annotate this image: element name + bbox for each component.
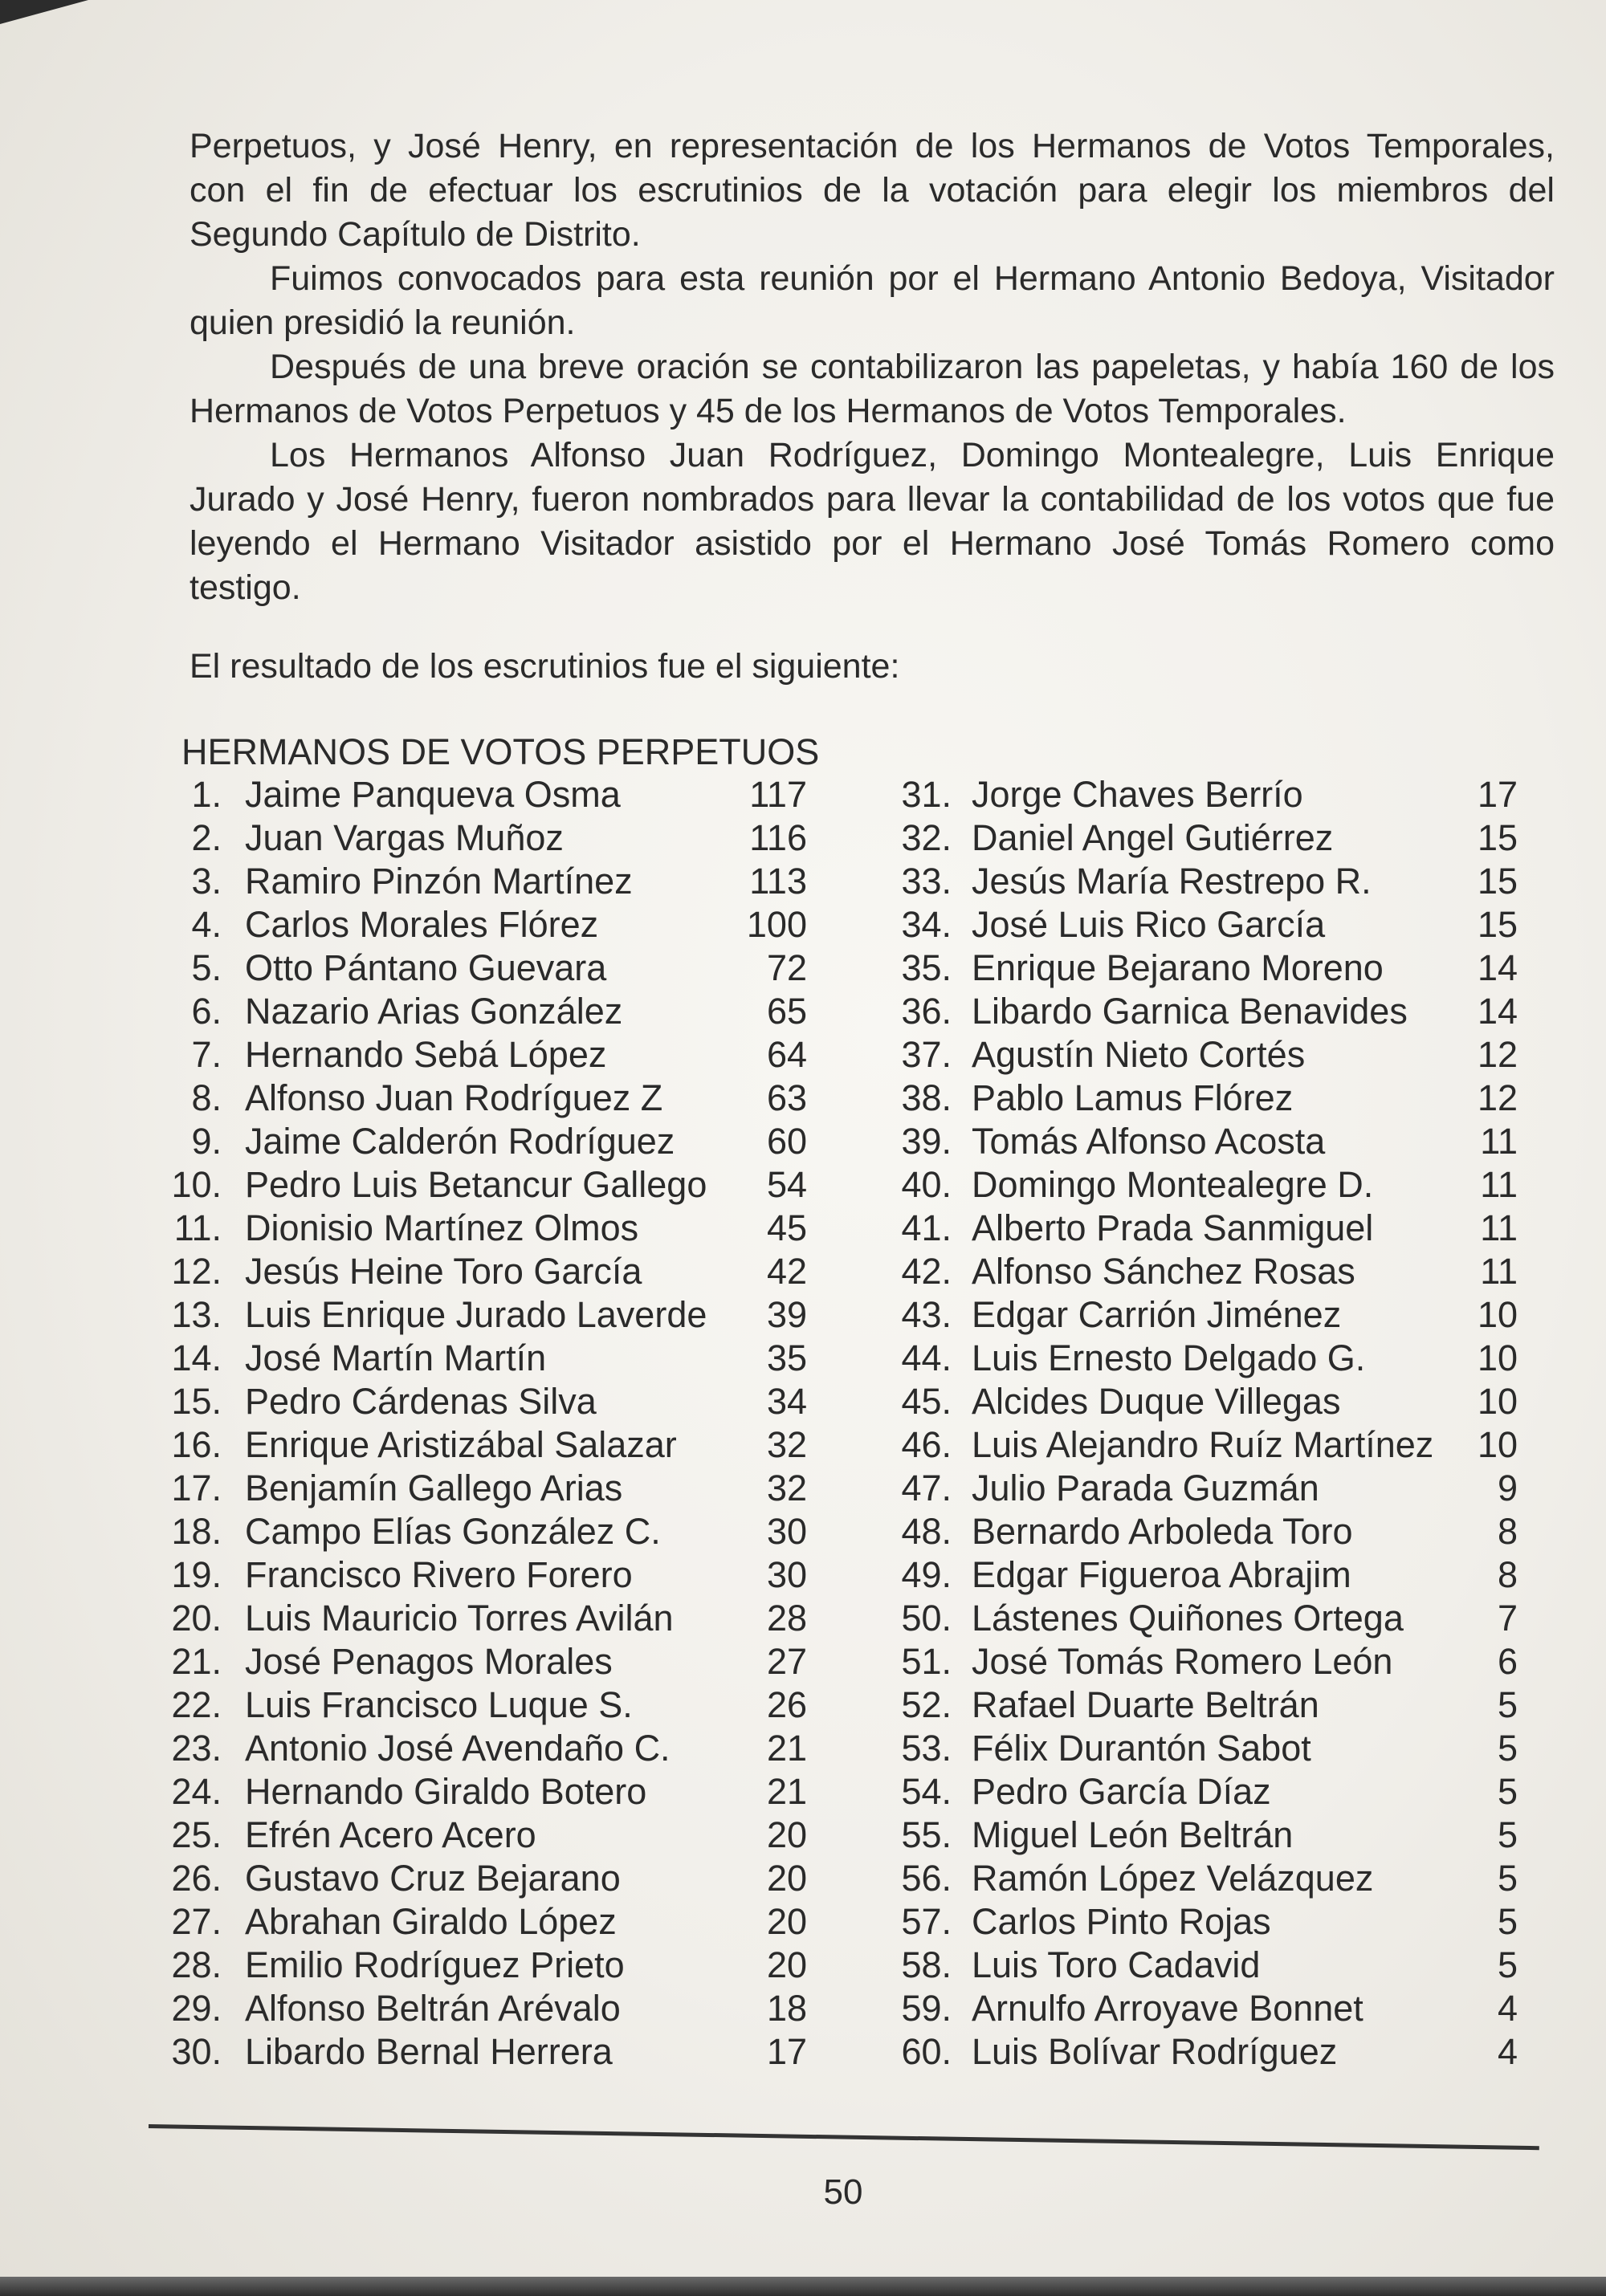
paragraph xyxy=(190,124,1555,257)
brother-name: Enrique Bejarano Moreno xyxy=(972,947,1384,988)
result-row xyxy=(879,1727,1546,1770)
rank-number: 22. xyxy=(171,1684,222,1725)
vote-count: 72 xyxy=(766,947,807,988)
brother-name: Carlos Pinto Rojas xyxy=(972,1901,1271,1942)
brother-name: Juan Vargas Muñoz xyxy=(245,817,564,858)
result-row xyxy=(149,1857,816,1900)
vote-count: 11 xyxy=(1480,1121,1518,1162)
brother-name: Luis Bolívar Rodríguez xyxy=(972,2031,1338,2072)
brother-name: Ramiro Pinzón Martínez xyxy=(245,861,633,902)
rank-number: 51. xyxy=(901,1641,952,1682)
brother-name: Luis Enrique Jurado Laverde xyxy=(245,1294,707,1335)
result-row xyxy=(149,1163,816,1207)
brother-name: Pedro Cárdenas Silva xyxy=(245,1381,597,1422)
paragraph-line: Segundo Capítulo de Distrito. xyxy=(190,215,641,254)
result-row xyxy=(149,1077,816,1120)
vote-count: 8 xyxy=(1497,1511,1518,1552)
brother-name: José Penagos Morales xyxy=(245,1641,613,1682)
vote-count: 42 xyxy=(766,1251,807,1292)
rank-number: 35. xyxy=(901,947,952,988)
vote-count: 63 xyxy=(766,1077,807,1118)
rank-number: 44. xyxy=(901,1337,952,1378)
brother-name: Jaime Calderón Rodríguez xyxy=(245,1121,675,1162)
result-row xyxy=(149,1987,816,2030)
vote-count: 5 xyxy=(1497,1901,1518,1942)
paragraph-line: con el fin de efectuar los escrutinios de la votación para elegir los miembros del xyxy=(190,171,1555,210)
rank-number: 18. xyxy=(171,1511,222,1552)
paragraph-line: leyendo el Hermano Visitador asistido por el Hermano José Tomás Romero como xyxy=(190,524,1555,563)
result-row xyxy=(879,2030,1546,2074)
result-row xyxy=(879,1510,1546,1553)
vote-count: 6 xyxy=(1497,1641,1518,1682)
vote-count: 4 xyxy=(1497,2031,1518,2072)
result-row xyxy=(879,1337,1546,1380)
rank-number: 28. xyxy=(171,1944,222,1985)
vote-count: 64 xyxy=(766,1034,807,1075)
vote-count: 12 xyxy=(1477,1077,1518,1118)
vote-count: 28 xyxy=(766,1598,807,1639)
vote-count: 20 xyxy=(766,1814,807,1855)
result-row xyxy=(879,1033,1546,1077)
rank-number: 41. xyxy=(901,1207,952,1248)
brother-name: Rafael Duarte Beltrán xyxy=(972,1684,1319,1725)
result-row xyxy=(149,946,816,990)
rank-number: 13. xyxy=(171,1294,222,1335)
brother-name: Hernando Giraldo Botero xyxy=(245,1771,647,1812)
vote-count: 5 xyxy=(1497,1684,1518,1725)
rank-number: 39. xyxy=(901,1121,952,1162)
result-row xyxy=(879,816,1546,860)
brother-name: Luis Alejandro Ruíz Martínez xyxy=(972,1424,1434,1465)
result-row xyxy=(879,1250,1546,1293)
vote-count: 20 xyxy=(766,1944,807,1985)
paragraph-line: Perpetuos, y José Henry, en representación de los Hermanos de Votos Temporales, xyxy=(190,127,1555,165)
rank-number: 11. xyxy=(173,1207,222,1248)
vote-count: 10 xyxy=(1477,1381,1518,1422)
rank-number: 60. xyxy=(901,2031,952,2072)
result-row xyxy=(149,1814,816,1857)
brother-name: José Tomás Romero León xyxy=(972,1641,1393,1682)
vote-count: 21 xyxy=(766,1728,807,1769)
vote-count: 5 xyxy=(1497,1728,1518,1769)
rank-number: 19. xyxy=(171,1554,222,1595)
result-row xyxy=(149,1770,816,1814)
vote-count: 113 xyxy=(749,861,807,902)
rank-number: 1. xyxy=(191,774,222,815)
result-row xyxy=(879,860,1546,903)
rank-number: 59. xyxy=(901,1988,952,2029)
brother-name: Agustín Nieto Cortés xyxy=(972,1034,1306,1075)
result-row xyxy=(149,1033,816,1077)
brother-name: Jaime Panqueva Osma xyxy=(245,774,621,815)
rank-number: 2. xyxy=(191,817,222,858)
brother-name: Nazario Arias González xyxy=(245,991,623,1032)
vote-count: 15 xyxy=(1477,904,1518,945)
vote-count: 21 xyxy=(766,1771,807,1812)
vote-count: 32 xyxy=(766,1424,807,1465)
vote-count: 5 xyxy=(1497,1814,1518,1855)
vote-count: 20 xyxy=(766,1901,807,1942)
brother-name: Alfonso Sánchez Rosas xyxy=(972,1251,1355,1292)
vote-count: 39 xyxy=(766,1294,807,1335)
vote-count: 20 xyxy=(766,1858,807,1899)
rank-number: 48. xyxy=(901,1511,952,1552)
rank-number: 10. xyxy=(171,1164,222,1205)
result-row xyxy=(879,1597,1546,1640)
brother-name: Luis Ernesto Delgado G. xyxy=(972,1337,1366,1378)
vote-count: 11 xyxy=(1480,1207,1518,1248)
brother-name: Antonio José Avendaño C. xyxy=(245,1728,671,1769)
vote-count: 30 xyxy=(766,1511,807,1552)
result-row xyxy=(879,1770,1546,1814)
result-row xyxy=(149,1337,816,1380)
vote-count: 10 xyxy=(1477,1294,1518,1335)
page-corner-shadow xyxy=(0,0,88,24)
rank-number: 9. xyxy=(191,1121,222,1162)
result-row xyxy=(879,1077,1546,1120)
paragraph xyxy=(190,434,1555,610)
section-heading: HERMANOS DE VOTOS PERPETUOS xyxy=(181,731,820,772)
vote-count: 10 xyxy=(1477,1337,1518,1378)
vote-count: 116 xyxy=(749,817,807,858)
rank-number: 42. xyxy=(901,1251,952,1292)
rank-number: 6. xyxy=(191,991,222,1032)
vote-count: 14 xyxy=(1477,991,1518,1032)
brother-name: Benjamín Gallego Arias xyxy=(245,1468,623,1508)
paragraph-line: Fuimos convocados para esta reunión por el Hermano Antonio Bedoya, Visitador xyxy=(270,259,1555,298)
brother-name: Alfonso Juan Rodríguez Z xyxy=(245,1077,663,1118)
intro-text xyxy=(190,124,1555,610)
rank-number: 17. xyxy=(171,1468,222,1508)
brother-name: Edgar Carrión Jiménez xyxy=(972,1294,1342,1335)
rank-number: 15. xyxy=(171,1381,222,1422)
page-bottom-edge xyxy=(0,2277,1606,2296)
result-row xyxy=(879,1423,1546,1467)
rank-number: 8. xyxy=(191,1077,222,1118)
rank-number: 14. xyxy=(171,1337,222,1378)
brother-name: Emilio Rodríguez Prieto xyxy=(245,1944,625,1985)
brother-name: Jesús Heine Toro García xyxy=(245,1251,642,1292)
result-row xyxy=(879,1207,1546,1250)
paragraph-line: Después de una breve oración se contabilizaron las papeletas, y había 160 de los xyxy=(270,348,1555,386)
brother-name: Enrique Aristizábal Salazar xyxy=(245,1424,677,1465)
result-row xyxy=(149,1207,816,1250)
result-row xyxy=(149,1727,816,1770)
brother-name: Jesús María Restrepo R. xyxy=(972,861,1372,902)
result-row xyxy=(149,1640,816,1683)
rank-number: 57. xyxy=(901,1901,952,1942)
brother-name: Efrén Acero Acero xyxy=(245,1814,536,1855)
paragraph-line: quien presidió la reunión. xyxy=(190,303,576,342)
results-intro-text: El resultado de los escrutinios fue el siguiente: xyxy=(190,647,900,686)
result-row xyxy=(149,1120,816,1163)
rank-number: 34. xyxy=(901,904,952,945)
rank-number: 23. xyxy=(171,1728,222,1769)
vote-count: 5 xyxy=(1497,1944,1518,1985)
vote-count: 35 xyxy=(766,1337,807,1378)
rank-number: 21. xyxy=(171,1641,222,1682)
brother-name: Luis Francisco Luque S. xyxy=(245,1684,633,1725)
brother-name: Tomás Alfonso Acosta xyxy=(972,1121,1326,1162)
vote-count: 17 xyxy=(766,2031,807,2072)
brother-name: Pablo Lamus Flórez xyxy=(972,1077,1294,1118)
paragraph xyxy=(190,345,1555,434)
vote-count: 26 xyxy=(766,1684,807,1725)
vote-count: 10 xyxy=(1477,1424,1518,1465)
brother-name: Julio Parada Guzmán xyxy=(972,1468,1319,1508)
result-row xyxy=(149,1900,816,1944)
brother-name: Dionisio Martínez Olmos xyxy=(245,1207,639,1248)
rank-number: 25. xyxy=(171,1814,222,1855)
vote-count: 34 xyxy=(766,1381,807,1422)
rank-number: 26. xyxy=(171,1858,222,1899)
result-row xyxy=(879,903,1546,946)
vote-count: 11 xyxy=(1480,1251,1518,1292)
brother-name: Campo Elías González C. xyxy=(245,1511,661,1552)
brother-name: Miguel León Beltrán xyxy=(972,1814,1294,1855)
result-row xyxy=(149,1380,816,1423)
brother-name: Pedro Luis Betancur Gallego xyxy=(245,1164,707,1205)
rank-number: 7. xyxy=(191,1034,222,1075)
result-row xyxy=(149,1250,816,1293)
rank-number: 20. xyxy=(171,1598,222,1639)
vote-count: 4 xyxy=(1497,1988,1518,2029)
results-list-left xyxy=(149,773,816,2074)
rank-number: 58. xyxy=(901,1944,952,1985)
results-list-right xyxy=(879,773,1546,2074)
rank-number: 4. xyxy=(191,904,222,945)
result-row xyxy=(149,773,816,816)
rank-number: 55. xyxy=(901,1814,952,1855)
rank-number: 56. xyxy=(901,1858,952,1899)
rank-number: 52. xyxy=(901,1684,952,1725)
paragraph-line: testigo. xyxy=(190,568,301,607)
brother-name: Alcides Duque Villegas xyxy=(972,1381,1341,1422)
brother-name: Libardo Bernal Herrera xyxy=(245,2031,613,2072)
paragraph-line: Los Hermanos Alfonso Juan Rodríguez, Domingo Montealegre, Luis Enrique xyxy=(270,436,1555,474)
rank-number: 50. xyxy=(901,1598,952,1639)
result-row xyxy=(879,1857,1546,1900)
rank-number: 37. xyxy=(901,1034,952,1075)
brother-name: Abrahan Giraldo López xyxy=(245,1901,617,1942)
rank-number: 36. xyxy=(901,991,952,1032)
rank-number: 16. xyxy=(171,1424,222,1465)
brother-name: Lástenes Quiñones Ortega xyxy=(972,1598,1404,1639)
vote-count: 30 xyxy=(766,1554,807,1595)
brother-name: Alfonso Beltrán Arévalo xyxy=(245,1988,621,2029)
rank-number: 29. xyxy=(171,1988,222,2029)
brother-name: Carlos Morales Flórez xyxy=(245,904,599,945)
result-row xyxy=(149,1293,816,1337)
rank-number: 47. xyxy=(901,1468,952,1508)
vote-count: 18 xyxy=(766,1988,807,2029)
rank-number: 32. xyxy=(901,817,952,858)
vote-count: 17 xyxy=(1477,774,1518,815)
result-row xyxy=(149,1944,816,1987)
rank-number: 45. xyxy=(901,1381,952,1422)
brother-name: José Luis Rico García xyxy=(972,904,1326,945)
result-row xyxy=(879,1683,1546,1727)
rank-number: 5. xyxy=(191,947,222,988)
result-row xyxy=(879,946,1546,990)
brother-name: Otto Pántano Guevara xyxy=(245,947,607,988)
brother-name: Luis Mauricio Torres Avilán xyxy=(245,1598,674,1639)
result-row xyxy=(149,1683,816,1727)
brother-name: Félix Durantón Sabot xyxy=(972,1728,1311,1769)
result-row xyxy=(879,1814,1546,1857)
paragraph-line: Jurado y José Henry, fueron nombrados para llevar la contabilidad de los votos que fue xyxy=(190,480,1555,519)
vote-count: 117 xyxy=(749,774,807,815)
rank-number: 30. xyxy=(171,2031,222,2072)
result-row xyxy=(149,2030,816,2074)
brother-name: Gustavo Cruz Bejarano xyxy=(245,1858,621,1899)
vote-count: 15 xyxy=(1477,817,1518,858)
rank-number: 54. xyxy=(901,1771,952,1812)
brother-name: Domingo Montealegre D. xyxy=(972,1164,1374,1205)
result-row xyxy=(879,1900,1546,1944)
result-row xyxy=(879,1553,1546,1597)
vote-count: 15 xyxy=(1477,861,1518,902)
result-row xyxy=(879,1640,1546,1683)
rank-number: 24. xyxy=(171,1771,222,1812)
rank-number: 46. xyxy=(901,1424,952,1465)
vote-count: 54 xyxy=(766,1164,807,1205)
vote-count: 7 xyxy=(1497,1598,1518,1639)
vote-count: 27 xyxy=(766,1641,807,1682)
rank-number: 43. xyxy=(901,1294,952,1335)
result-row xyxy=(879,1163,1546,1207)
brother-name: Ramón López Velázquez xyxy=(972,1858,1374,1899)
rank-number: 27. xyxy=(171,1901,222,1942)
brother-name: Luis Toro Cadavid xyxy=(972,1944,1261,1985)
rank-number: 3. xyxy=(191,861,222,902)
brother-name: Edgar Figueroa Abrajim xyxy=(972,1554,1351,1595)
result-row xyxy=(149,903,816,946)
vote-count: 45 xyxy=(766,1207,807,1248)
horizontal-rule xyxy=(149,2124,1539,2150)
vote-count: 65 xyxy=(766,991,807,1032)
result-row xyxy=(879,1380,1546,1423)
vote-count: 100 xyxy=(746,904,807,945)
rank-number: 38. xyxy=(901,1077,952,1118)
result-row xyxy=(879,1120,1546,1163)
brother-name: Arnulfo Arroyave Bonnet xyxy=(972,1988,1363,2029)
result-row xyxy=(149,1553,816,1597)
result-row xyxy=(149,1597,816,1640)
result-row xyxy=(149,1467,816,1510)
rank-number: 31. xyxy=(901,774,952,815)
result-row xyxy=(149,1423,816,1467)
paragraph xyxy=(190,257,1555,345)
brother-name: Alberto Prada Sanmiguel xyxy=(972,1207,1374,1248)
brother-name: Libardo Garnica Benavides xyxy=(972,991,1408,1032)
vote-count: 12 xyxy=(1477,1034,1518,1075)
brother-name: Bernardo Arboleda Toro xyxy=(972,1511,1353,1552)
brother-name: Daniel Angel Gutiérrez xyxy=(972,817,1334,858)
brother-name: Francisco Rivero Forero xyxy=(245,1554,633,1595)
result-row xyxy=(879,773,1546,816)
vote-count: 60 xyxy=(766,1121,807,1162)
rank-number: 40. xyxy=(901,1164,952,1205)
brother-name: José Martín Martín xyxy=(245,1337,547,1378)
paragraph-line: Hermanos de Votos Perpetuos y 45 de los Hermanos de Votos Temporales. xyxy=(190,392,1347,430)
vote-count: 32 xyxy=(766,1468,807,1508)
brother-name: Jorge Chaves Berrío xyxy=(972,774,1303,815)
result-row xyxy=(879,1987,1546,2030)
result-row xyxy=(149,990,816,1033)
vote-count: 8 xyxy=(1497,1554,1518,1595)
page-number: 50 xyxy=(823,2172,863,2212)
vote-count: 11 xyxy=(1480,1164,1518,1205)
rank-number: 33. xyxy=(901,861,952,902)
vote-count: 9 xyxy=(1497,1468,1518,1508)
result-row xyxy=(879,1944,1546,1987)
rank-number: 12. xyxy=(171,1251,222,1292)
rank-number: 49. xyxy=(901,1554,952,1595)
result-row xyxy=(149,1510,816,1553)
rank-number: 53. xyxy=(901,1728,952,1769)
result-row xyxy=(879,1467,1546,1510)
result-row xyxy=(879,1293,1546,1337)
result-row xyxy=(149,816,816,860)
vote-count: 14 xyxy=(1477,947,1518,988)
result-row xyxy=(149,860,816,903)
brother-name: Pedro García Díaz xyxy=(972,1771,1271,1812)
vote-count: 5 xyxy=(1497,1858,1518,1899)
result-row xyxy=(879,990,1546,1033)
brother-name: Hernando Sebá López xyxy=(245,1034,607,1075)
vote-count: 5 xyxy=(1497,1771,1518,1812)
